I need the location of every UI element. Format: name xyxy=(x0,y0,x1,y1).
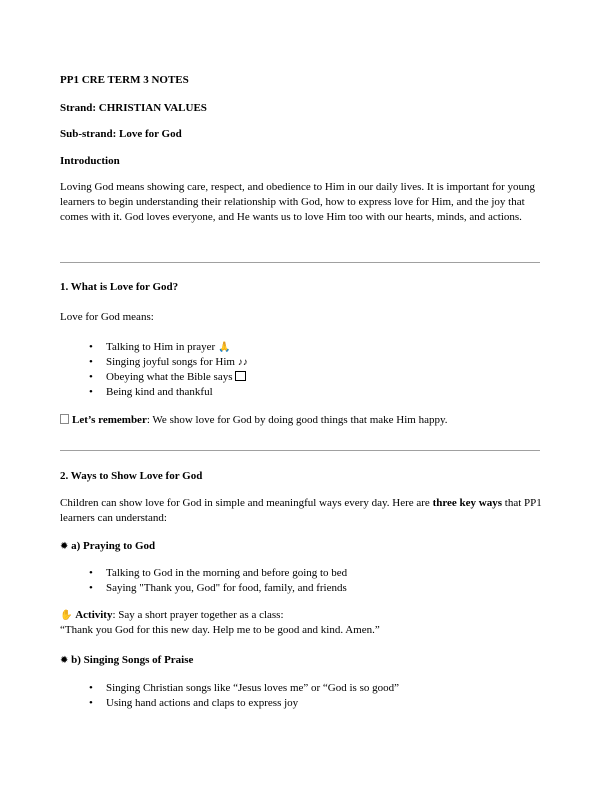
subsection-b-list xyxy=(60,681,542,711)
star-icon: ✹ xyxy=(60,655,69,666)
subsection-b-heading: ✹ b) Singing Songs of Praise xyxy=(60,654,194,666)
list-item: • Saying "Thank you, God" for food, family, and friends xyxy=(60,581,542,596)
section1-list xyxy=(60,340,542,400)
list-item: • Using hand actions and claps to express joy xyxy=(60,696,542,711)
list-item: • Singing Christian songs like “Jesus loves me” or “God is so good” xyxy=(60,681,542,696)
list-item: • Singing joyful songs for Him ♪♪ xyxy=(60,355,542,370)
substrand-heading: Sub-strand: Love for God xyxy=(60,128,182,140)
music-notes-icon: ♪♪ xyxy=(237,357,248,368)
strand-heading: Strand: CHRISTIAN VALUES xyxy=(60,102,207,114)
document-title: PP1 CRE TERM 3 NOTES xyxy=(60,74,189,86)
intro-paragraph: Loving God means showing care, respect, and obedience to Him in our daily lives. It is important for young learners to begin understanding their relationship with God, how to express love for Him, and the joy that comes with it. God loves everyone, and He wants us to love Him too with our hearts, minds, and actions. xyxy=(60,181,536,223)
praying-hands-icon: 🙏 xyxy=(217,342,231,353)
subsection-a-heading: ✹ a) Praying to God xyxy=(60,540,156,552)
intro-heading: Introduction xyxy=(60,155,120,167)
list-item: • Talking to Him in prayer 🙏 xyxy=(60,340,542,355)
hand-icon: ✋ xyxy=(60,610,73,621)
subsection-a-list xyxy=(60,566,542,596)
section1-heading: 1. What is Love for God? xyxy=(60,281,179,293)
bulb-icon xyxy=(60,414,69,424)
list-item: • Obeying what the Bible says xyxy=(60,370,542,385)
divider xyxy=(60,450,540,451)
section1-lead: Love for God means: xyxy=(60,311,154,323)
remember-note: Let’s remember: We show love for God by doing good things that make Him happy. xyxy=(60,413,542,428)
star-icon: ✹ xyxy=(60,541,69,552)
section2-paragraph: Children can show love for God in simple and meaningful ways every day. Here are three key ways that PP1 learners can understand: xyxy=(60,497,542,524)
book-icon xyxy=(235,371,246,381)
activity-note: ✋ Activity: Say a short prayer together as a class: “Thank you God for this new day. Help me to be good and kind. Amen.” xyxy=(60,609,380,636)
list-item: • Talking to God in the morning and before going to bed xyxy=(60,566,542,581)
section2-heading: 2. Ways to Show Love for God xyxy=(60,470,203,482)
divider xyxy=(60,262,540,263)
list-item: • Being kind and thankful xyxy=(60,385,542,400)
